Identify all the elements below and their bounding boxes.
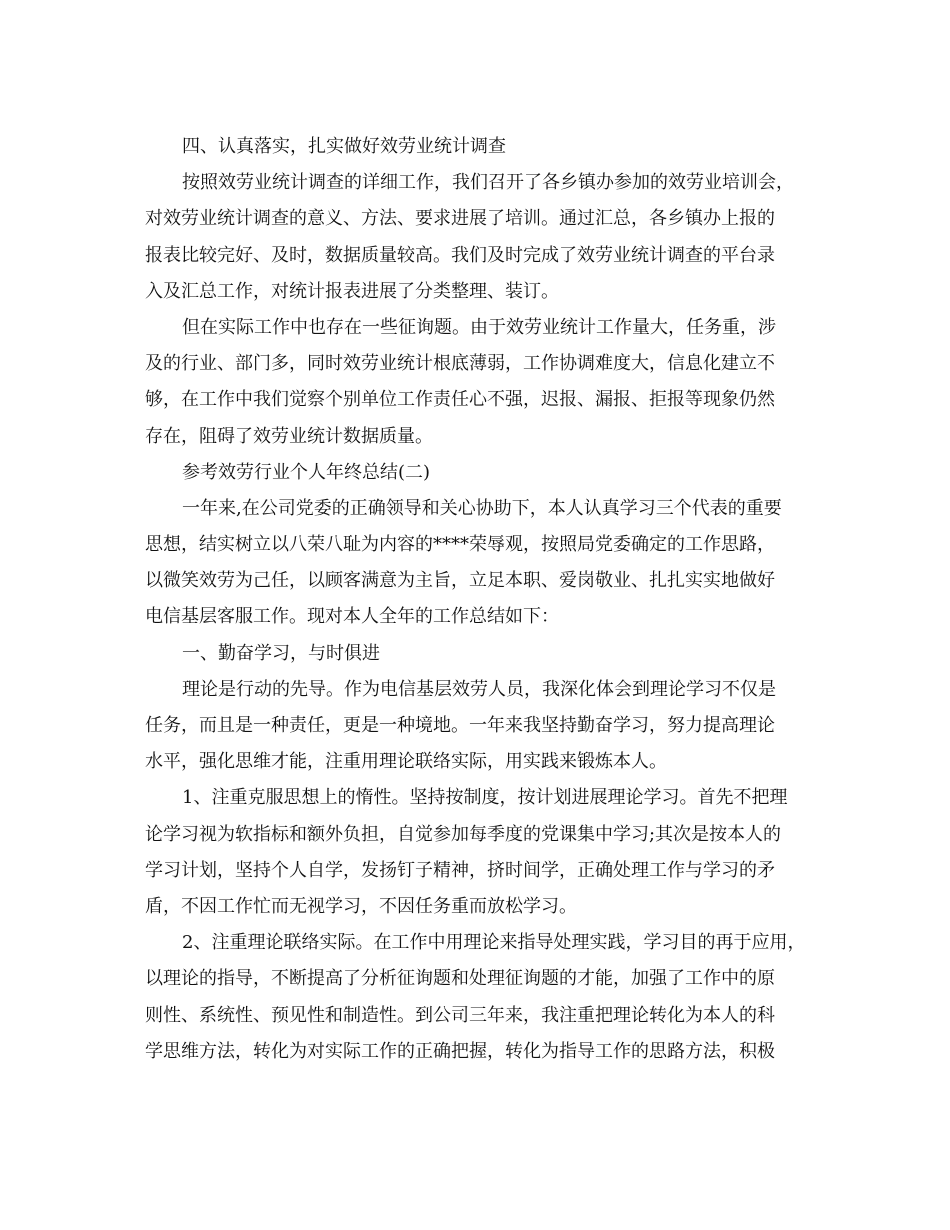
- text-line: 水平，强化思维才能，注重用理论联络实际，用实践来锻炼本人。: [145, 751, 667, 773]
- text-line: 及的行业、部门多，同时效劳业统计根底薄弱，工作协调难度大，信息化建立不: [145, 353, 775, 375]
- text-line: 参考效劳行业个人年终总结(二): [182, 461, 431, 483]
- text-line: 2、注重理论联络实际。在工作中用理论来指导处理实践，学习目的再于应用，: [182, 932, 806, 954]
- text-line: 入及汇总工作，对统计报表进展了分类整理、装订。: [145, 280, 559, 302]
- text-line: 以理论的指导，不断提高了分析征询题和处理征询题的才能，加强了工作中的原: [145, 968, 775, 990]
- text-line: 四、认真落实，扎实做好效劳业统计调查: [182, 136, 506, 157]
- text-line: 学习计划，坚持个人自学，发扬钉子精神，挤时间学，正确处理工作与学习的矛: [145, 859, 775, 881]
- text-line: 1、注重克服思想上的惰性。坚持按制度，按计划进展理论学习。首先不把理: [182, 787, 788, 809]
- text-line: 但在实际工作中也存在一些征询题。由于效劳业统计工作量大，任务重，涉: [182, 316, 776, 338]
- text-line: 盾，不因工作忙而无视学习，不因任务重而放松学习。: [145, 895, 577, 917]
- text-line: 论学习视为软指标和额外负担，自觉参加每季度的党课集中学习;其次是按本人的: [145, 823, 782, 845]
- text-line: 存在，阻碍了效劳业统计数据质量。: [145, 425, 433, 447]
- text-line: 够，在工作中我们觉察个别单位工作责任心不强，迟报、漏报、拒报等现象仍然: [145, 389, 775, 411]
- text-line: 一年来,在公司党委的正确领导和关心协助下，本人认真学习三个代表的重要: [182, 497, 782, 519]
- text-line: 学思维方法，转化为对实际工作的正确把握，转化为指导工作的思路方法，积极: [145, 1040, 775, 1062]
- text-line: 一、勤奋学习，与时俱进: [182, 642, 380, 664]
- text-line: 理论是行动的先导。作为电信基层效劳人员，我深化体会到理论学习不仅是: [182, 678, 776, 700]
- text-line: 以微笑效劳为己任，以顾客满意为主旨，立足本职、爱岗敬业、扎扎实实地做好: [145, 570, 775, 592]
- text-line: 思想，结实树立以八荣八耻为内容的****荣辱观，按照局党委确定的工作思路，: [145, 534, 775, 556]
- text-line: 对效劳业统计调查的意义、方法、要求进展了培训。通过汇总，各乡镇办上报的: [145, 208, 775, 230]
- text-line: 则性、系统性、预见性和制造性。到公司三年来，我注重把理论转化为本人的科: [145, 1004, 775, 1026]
- text-line: 电信基层客服工作。现对本人全年的工作总结如下：: [145, 606, 559, 628]
- document-body: [145, 129, 813, 1070]
- text-line: 报表比较完好、及时，数据质量较高。我们及时完成了效劳业统计调查的平台录: [145, 244, 775, 266]
- text-line: 按照效劳业统计调查的详细工作，我们召开了各乡镇办参加的效劳业培训会，: [182, 172, 794, 194]
- text-line: 任务，而且是一种责任，更是一种境地。一年来我坚持勤奋学习，努力提高理论: [145, 715, 775, 736]
